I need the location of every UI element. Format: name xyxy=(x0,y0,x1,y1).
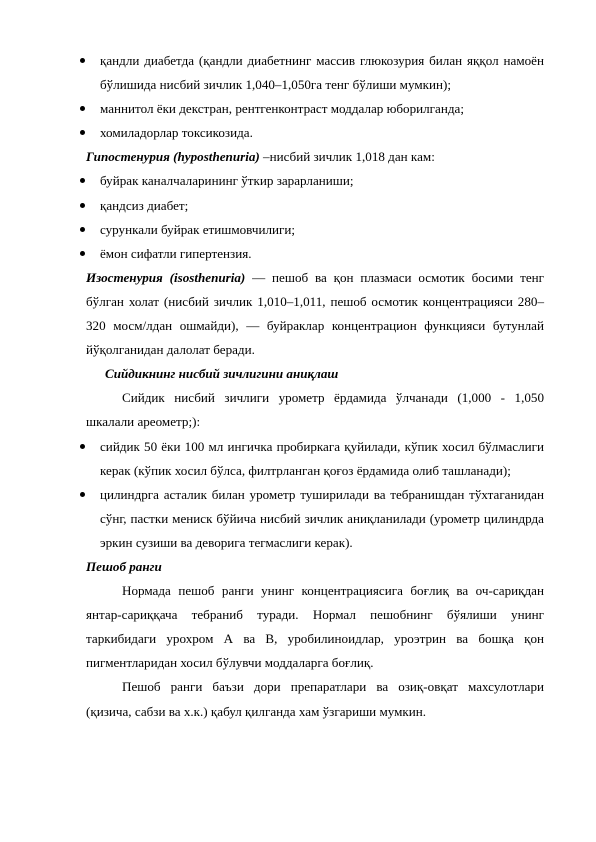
list-item xyxy=(86,218,544,242)
hyposthenuria-definition xyxy=(86,145,544,169)
list-item xyxy=(86,483,544,555)
list-item-text: сурункали буйрак етишмовчилиги; xyxy=(100,221,296,237)
bullet-icon xyxy=(80,444,85,449)
paragraph-urometer: Сийдик нисбий зичлиги урометр ёрдамида ўлчанади (1,000 - 1,050 шкалали ареометр;): xyxy=(86,390,544,430)
list-item-text: маннитол ёки декстран, рентгенконтраст моддалар юборилганда; xyxy=(100,101,464,117)
list-item-text: ёмон сифатли гипертензия. xyxy=(100,245,252,261)
list-item xyxy=(86,49,544,97)
list-item xyxy=(86,242,544,266)
definition-text: –нисбий зичлик 1,018 дан кам: xyxy=(259,149,435,165)
bullet-list-hyposthenuria xyxy=(86,169,544,265)
bullet-list-conditions xyxy=(86,49,544,145)
term-isosthenuria: Изостенурия (isosthenuria) xyxy=(86,269,246,285)
list-item xyxy=(86,97,544,121)
bullet-icon xyxy=(80,106,85,111)
definition-text: — пешоб ва қон плазмаси осмотик босими тенг бўлган холат (нисбий зичлик 1,010–1,011, пешоб осмотик концентрацияси 280–320 мосм/лдан ошмайди), — буйраклар концентрацион функцияси бутунлай йўқолганидан далолат беради. xyxy=(86,269,545,358)
bullet-icon xyxy=(80,178,85,183)
list-item-text: буйрак каналчаларининг ўткир зарарланиши; xyxy=(100,173,354,189)
list-item-text: қандсиз диабет; xyxy=(100,197,189,213)
bullet-icon xyxy=(80,227,85,232)
list-item xyxy=(86,169,544,193)
section-heading-urine-color: Пешоб ранги xyxy=(86,558,162,574)
paragraph-urine-color-change: Пешоб ранги баъзи дори препаратлари ва озиқ-овқат махсулотлари (қизича, сабзи ва х.к.) қабул қилганда хам ўзгариши мумкин. xyxy=(86,679,544,719)
list-item xyxy=(86,121,544,145)
bullet-icon xyxy=(80,58,85,63)
bullet-icon xyxy=(80,492,85,497)
list-item-text: цилиндрга асталик билан урометр туширилади ва тебранишдан тўхтаганидан сўнг, пастки мениск бўйича нисбий зичлик аниқланилади (урометр цилиндрда эркин сузиши ва деворига тегмаслиги керак). xyxy=(100,486,544,550)
isosthenuria-definition xyxy=(86,266,544,362)
bullet-icon xyxy=(80,130,85,135)
list-item-text: сийдик 50 ёки 100 мл ингичка пробиркага қуйилади, кўпик хосил бўлмаслиги керак (кўпик хосил бўлса, филтрланган қоғоз ёрдамида олиб ташланади); xyxy=(100,438,544,478)
section-heading-specific-gravity: Сийдикнинг нисбий зичлигини аниқлаш xyxy=(105,366,339,382)
bullet-icon xyxy=(80,251,85,256)
bullet-icon xyxy=(80,203,85,208)
paragraph-urine-color-norm: Нормада пешоб ранги унинг концентрациясига боғлиқ ва оч-сариқдан янтар-сариққача тебраниб туради. Нормал пешобнинг бўялиши унинг таркибидаги урохром А ва В, уробилиноидлар, уроэтрин ва бошқа қон пигментларидан хосил бўлувчи моддаларга боғлиқ. xyxy=(86,583,544,671)
bullet-list-procedure xyxy=(86,435,544,555)
list-item-text: қандли диабетда (қандли диабетнинг массив глюкозурия билан яққол намоён бўлишида нисбий зичлик 1,040–1,050га тенг бўлиши мумкин); xyxy=(100,53,544,93)
list-item xyxy=(86,194,544,218)
term-hyposthenuria: Гипостенурия (hyposthenuria) xyxy=(86,149,260,165)
list-item xyxy=(86,435,544,483)
list-item-text: хомиладорлар токсикозида. xyxy=(100,125,253,141)
